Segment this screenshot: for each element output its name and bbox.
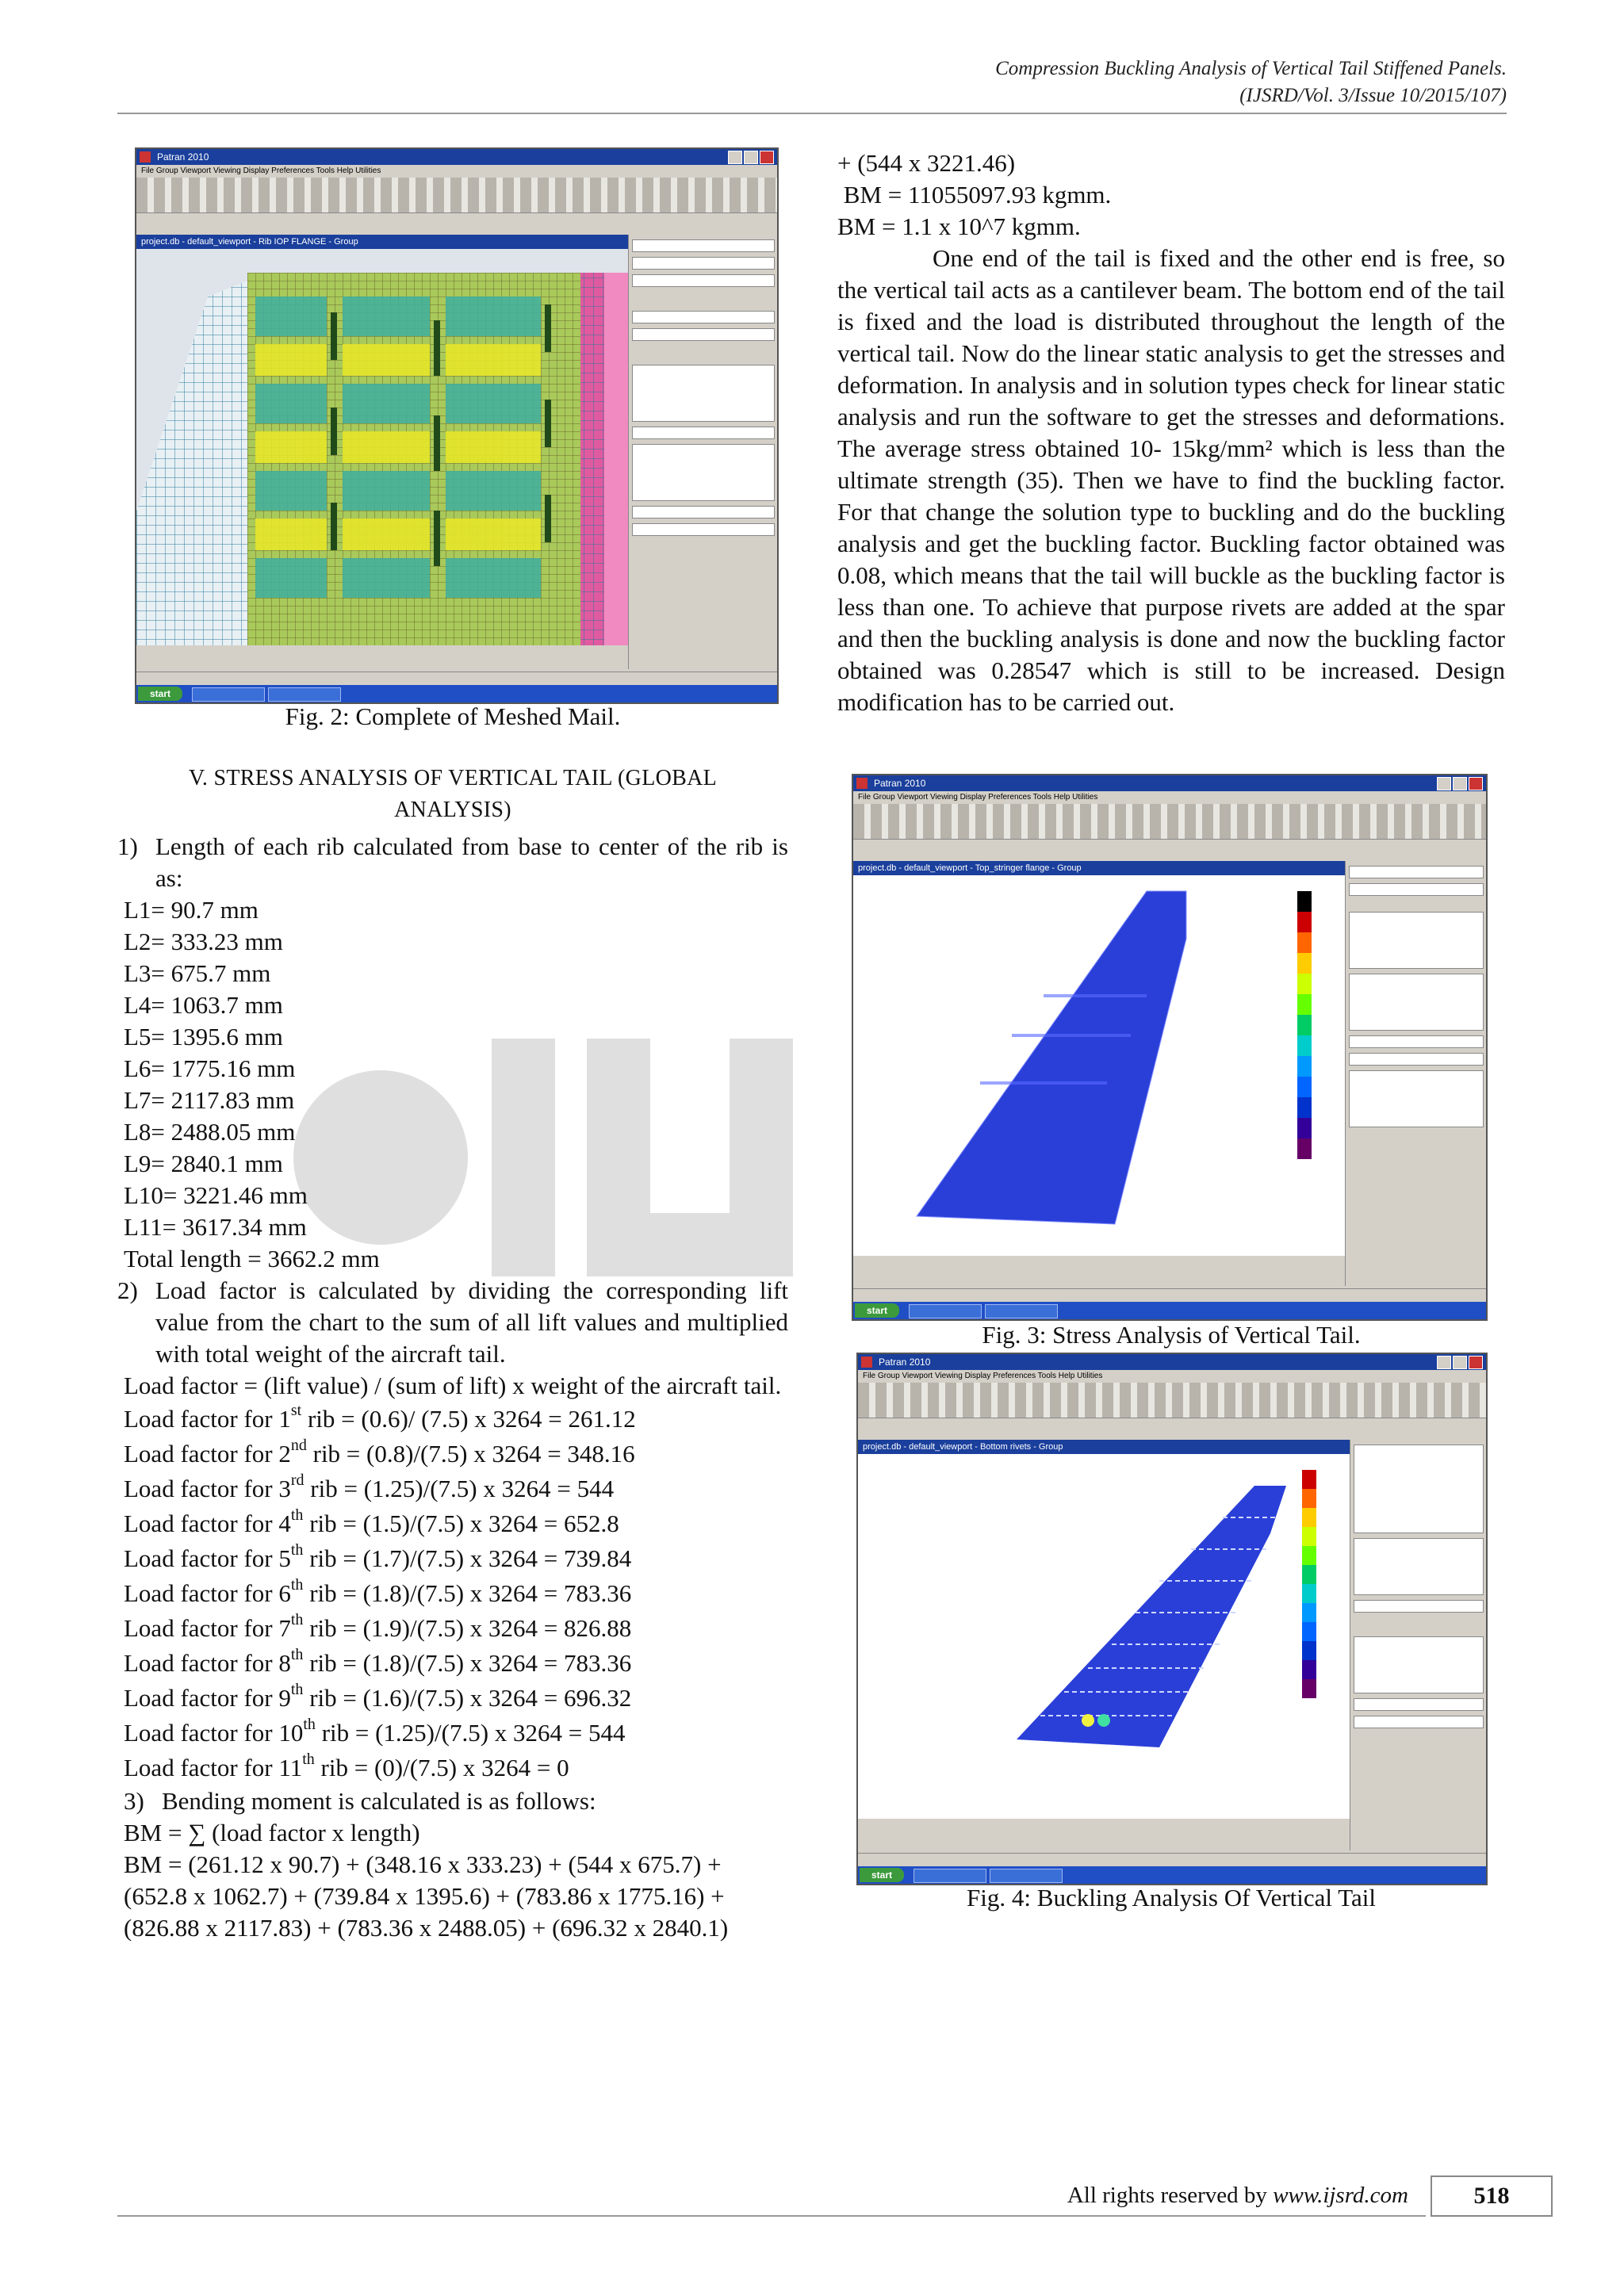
load-factor-line: Load factor for 3rd rib = (1.25)/(7.5) x 3264 = 544 <box>124 1471 615 1502</box>
running-header <box>995 55 1507 109</box>
start-button: start <box>860 1868 904 1882</box>
footer-text: All rights reserved by www.ijsrd.com <box>1067 2183 1408 2208</box>
rib-length: L1= 90.7 mm <box>124 896 259 924</box>
rib-length: Total length = 3662.2 mm <box>124 1245 380 1272</box>
right-column <box>837 147 1505 718</box>
rib-length: L3= 675.7 mm <box>124 959 271 987</box>
patran-logo-icon <box>856 778 868 789</box>
bm-equation-line: BM = (261.12 x 90.7) + (348.16 x 333.23) + (544 x 675.7) + <box>124 1850 722 1878</box>
footer-rule <box>117 2215 1426 2217</box>
rib-length: L7= 2117.83 mm <box>124 1086 295 1114</box>
rib-length: L4= 1063.7 mm <box>124 991 283 1019</box>
load-factor-list <box>117 1402 788 1785</box>
patran-side-panel <box>628 235 778 669</box>
stress-fringe-plot <box>853 875 1345 1256</box>
journal-issue: (IJSRD/Vol. 3/Issue 10/2015/107) <box>1239 85 1507 106</box>
fig3-caption: Fig. 3: Stress Analysis of Vertical Tail. <box>982 1321 1361 1349</box>
load-factor-line: Load factor for 4th rib = (1.5)/(7.5) x 3264 = 652.8 <box>124 1506 619 1537</box>
rib-length: L11= 3617.34 mm <box>124 1213 307 1241</box>
rib-length: L6= 1775.16 mm <box>124 1054 296 1082</box>
load-factor-line: Load factor for 1st rib = (0.6)/ (7.5) x 3264 = 261.12 <box>124 1401 636 1433</box>
rib-length: L10= 3221.46 mm <box>124 1181 308 1209</box>
start-button: start <box>138 687 182 701</box>
bm-equation-line: (826.88 x 2117.83) + (783.36 x 2488.05) + (696.32 x 2840.1) <box>124 1914 729 1942</box>
load-factor-line: Load factor for 6th rib = (1.8)/(7.5) x 3264 = 783.36 <box>124 1575 632 1607</box>
fig4-caption: Fig. 4: Buckling Analysis Of Vertical Tail <box>967 1884 1376 1911</box>
load-factor-line: Load factor for 5th rib = (1.7)/(7.5) x 3264 = 739.84 <box>124 1540 632 1572</box>
buckling-mode-plot <box>858 1454 1350 1819</box>
load-factor-line: Load factor for 8th rib = (1.8)/(7.5) x 3264 = 783.36 <box>124 1645 632 1677</box>
fig2-screenshot: Patran 2010 File Group Viewport Viewing Display Preferences Tools Help Utilities project.db - default_viewport - Rib IOP FLANGE - Group start <box>135 147 779 704</box>
load-formula: Load factor = (lift value) / (sum of lift) x weight of the aircraft tail. <box>124 1372 782 1399</box>
list-item-1: 1) Length of each rib calculated from base to center of the rib is as: <box>117 832 788 892</box>
load-factor-line: Load factor for 7th rib = (1.9)/(7.5) x 3264 = 826.88 <box>124 1610 632 1642</box>
load-factor-line: Load factor for 10th rib = (1.25)/(7.5) x 3264 = 544 <box>124 1715 626 1747</box>
rib-length: L9= 2840.1 mm <box>124 1150 283 1177</box>
patran-side-panel <box>1350 1440 1487 1850</box>
bending-moment-equations <box>117 1817 788 1944</box>
load-factor-line: Load factor for 2nd rib = (0.8)/(7.5) x 3264 = 348.16 <box>124 1436 635 1468</box>
fringe-legend <box>1297 891 1312 1159</box>
list-item-2: 2) Load factor is calculated by dividing the corresponding lift value from the chart to the sum of all lift values and multiplied with total weight of the aircraft tail. <box>117 1276 788 1368</box>
page-number: 518 <box>1431 2175 1553 2217</box>
rib-lengths <box>117 894 788 1275</box>
rib-length: L5= 1395.6 mm <box>124 1023 283 1050</box>
left-column <box>117 763 788 1944</box>
rib-length: L8= 2488.05 mm <box>124 1118 296 1146</box>
bm-equation-line: (652.8 x 1062.7) + (739.84 x 1395.6) + (783.86 x 1775.16) + <box>124 1882 725 1910</box>
section-heading: V. STRESS ANALYSIS OF VERTICAL TAIL (GLOBAL ANALYSIS) <box>188 766 718 822</box>
analysis-paragraph: One end of the tail is fixed and the other end is free, so the vertical tail acts as a cantilever beam. The bottom end of the tail is fixed and the load is distributed throughout the length of the vertical tail. Now do the linear static analysis to get the stresses and deformation. In analysis and in solution types check for linear static analysis and run the software to get the stresses and deformations. The average stress obtained 10- 15kg/mm² which is less than the ultimate strength (35). Then we have to find the buckling factor. For that change the solution type to buckling and do the buckling analysis and get the buckling factor. Buckling factor obtained was 0.08, which means that the tail will buckle as the buckling factor is less than one. To achieve that purpose rivets are added at the spar and then the buckling analysis is done and now the buckling factor obtained was 0.28547 which is still to be increased. Design modification has to be carried out. <box>837 244 1505 716</box>
meshed-tail-model <box>136 249 628 645</box>
load-factor-line: Load factor for 9th rib = (1.6)/(7.5) x 3264 = 696.32 <box>124 1680 632 1712</box>
fig3-screenshot: Patran 2010 File Group Viewport Viewing Display Preferences Tools Help Utilities project.db - default_viewport - Top_stringer flange - Group start <box>852 774 1488 1321</box>
fringe-legend <box>1302 1470 1316 1698</box>
journal-title: Compression Buckling Analysis of Vertical Tail Stiffened Panels. <box>995 58 1507 79</box>
bm-continued-2: BM = 11055097.93 kgmm. <box>837 181 1112 209</box>
patran-logo-icon <box>861 1357 872 1368</box>
start-button: start <box>855 1303 899 1318</box>
header-rule <box>117 113 1507 114</box>
journal-link[interactable]: www.ijsrd.com <box>1273 2183 1408 2208</box>
rib-length: L2= 333.23 mm <box>124 928 283 955</box>
fig4-screenshot: Patran 2010 File Group Viewport Viewing Display Preferences Tools Help Utilities project.db - default_viewport - Bottom rivets - Group start <box>856 1353 1488 1885</box>
patran-side-panel <box>1345 861 1487 1286</box>
bm-result: BM = 1.1 x 10^7 kgmm. <box>837 212 1081 240</box>
list-item-3: 3) Bending moment is calculated is as follows: <box>124 1787 596 1815</box>
fig2-caption: Fig. 2: Complete of Meshed Mail. <box>285 702 621 730</box>
bm-equation-line: BM = ∑ (load factor x length) <box>124 1819 420 1846</box>
bm-continued-1: + (544 x 3221.46) <box>837 149 1016 177</box>
patran-logo-icon <box>140 151 151 163</box>
load-factor-line: Load factor for 11th rib = (0)/(7.5) x 3264 = 0 <box>124 1750 569 1781</box>
